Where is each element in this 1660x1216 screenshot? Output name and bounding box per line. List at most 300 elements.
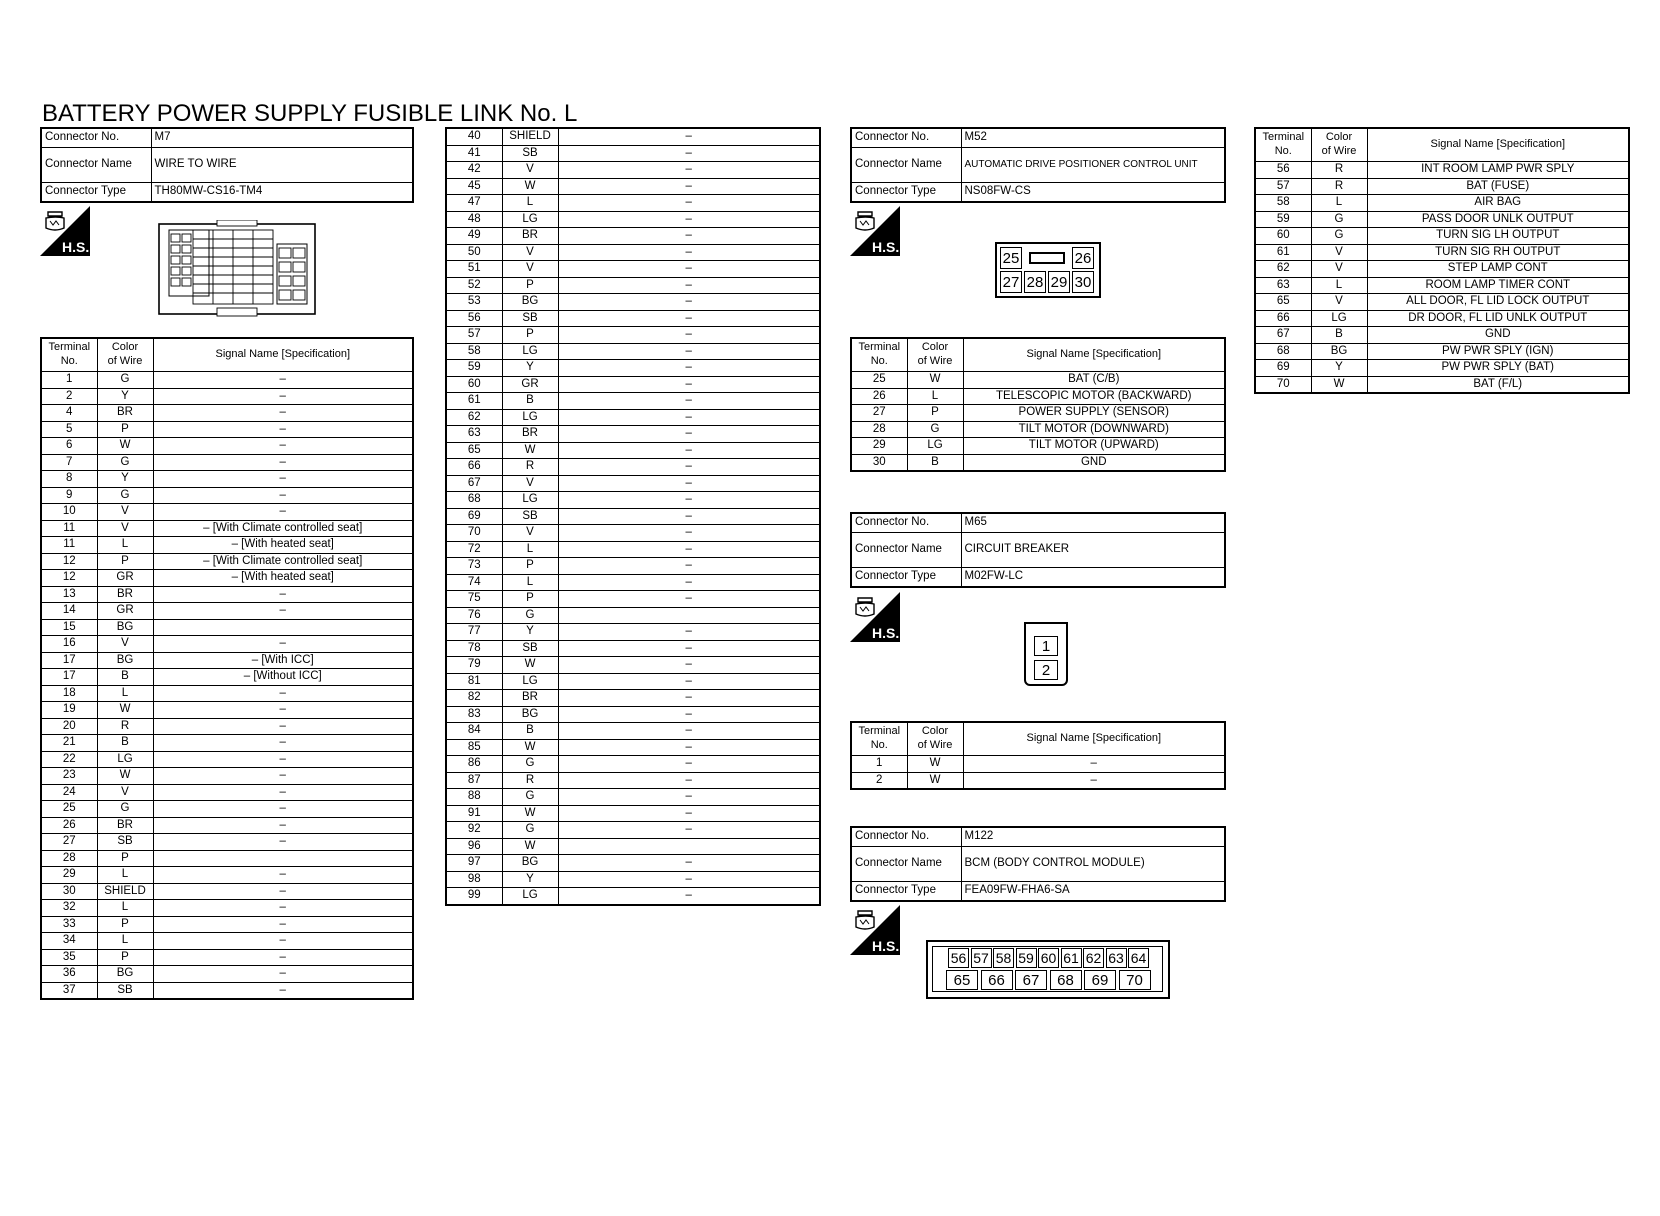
terminal-no-cell: 41 <box>446 145 502 162</box>
wire-color-cell: L <box>1311 277 1367 294</box>
signal-header: Signal Name [Specification] <box>153 338 413 372</box>
signal-name-cell: – <box>558 277 820 294</box>
table-row <box>851 388 1225 405</box>
terminal-no-cell: 59 <box>1255 211 1311 228</box>
signal-name-cell: – <box>963 756 1225 773</box>
wire-color-cell: P <box>502 327 558 344</box>
wire-color-cell: W <box>907 372 963 389</box>
wire-color-cell: P <box>502 277 558 294</box>
wire-color-cell: W <box>502 838 558 855</box>
signal-name-cell: – [Without ICC] <box>153 669 413 686</box>
table-row <box>41 933 413 950</box>
wire-color-cell: B <box>1311 327 1367 344</box>
m52-info-table <box>850 127 1226 203</box>
color-header: Color of Wire <box>907 338 963 372</box>
table-row <box>446 838 820 855</box>
wire-color-cell: V <box>97 504 153 521</box>
wire-color-cell: L <box>502 574 558 591</box>
signal-name-cell: – [With ICC] <box>153 652 413 669</box>
wire-color-cell: GR <box>97 570 153 587</box>
signal-name-cell: – <box>558 228 820 245</box>
table-row <box>446 690 820 707</box>
terminal-no-cell: 1 <box>41 372 97 389</box>
terminal-no-cell: 99 <box>446 888 502 905</box>
wire-color-cell: B <box>502 723 558 740</box>
terminal-no-cell: 69 <box>446 508 502 525</box>
signal-name-cell: – <box>558 327 820 344</box>
wire-color-cell: BG <box>502 855 558 872</box>
pin-63: 63 <box>1106 948 1127 968</box>
wire-color-cell: LG <box>502 673 558 690</box>
terminal-no-cell: 34 <box>41 933 97 950</box>
terminal-no-cell: 67 <box>446 475 502 492</box>
terminal-no-cell: 19 <box>41 702 97 719</box>
table-row <box>41 949 413 966</box>
signal-name-cell: – <box>558 789 820 806</box>
table-row <box>446 475 820 492</box>
terminal-no-cell: 30 <box>41 883 97 900</box>
signal-name-cell: – <box>558 426 820 443</box>
wire-color-cell: R <box>97 718 153 735</box>
wire-color-cell: W <box>97 768 153 785</box>
terminal-no-cell: 57 <box>446 327 502 344</box>
table-row <box>446 525 820 542</box>
m122-terminal-table <box>1254 127 1630 394</box>
wire-color-cell: LG <box>97 751 153 768</box>
terminal-no-cell: 56 <box>1255 162 1311 179</box>
wire-color-cell: GR <box>502 376 558 393</box>
terminal-no-cell: 81 <box>446 673 502 690</box>
terminal-no-cell: 29 <box>851 438 907 455</box>
table-row <box>446 855 820 872</box>
terminal-no-cell: 33 <box>41 916 97 933</box>
table-row <box>41 982 413 999</box>
table-row <box>41 372 413 389</box>
wire-color-cell: B <box>97 735 153 752</box>
terminal-no-cell: 26 <box>41 817 97 834</box>
wire-color-cell: LG <box>502 409 558 426</box>
wire-color-cell: V <box>502 525 558 542</box>
terminal-no-cell: 96 <box>446 838 502 855</box>
table-row <box>446 574 820 591</box>
terminal-no-cell: 29 <box>41 867 97 884</box>
signal-name-cell: – <box>153 735 413 752</box>
terminal-no-cell: 45 <box>446 178 502 195</box>
table-row <box>446 558 820 575</box>
harness-side-icon <box>850 592 900 642</box>
m7-cont-terminal-table <box>445 127 821 906</box>
pin-66: 66 <box>981 970 1013 990</box>
signal-name-cell: TURN SIG RH OUTPUT <box>1367 244 1629 261</box>
wire-color-cell: R <box>502 772 558 789</box>
table-row <box>446 327 820 344</box>
signal-name-cell: – <box>558 706 820 723</box>
wire-color-cell: BR <box>97 817 153 834</box>
table-row <box>41 768 413 785</box>
wire-color-cell: GR <box>97 603 153 620</box>
terminal-no-cell: 67 <box>1255 327 1311 344</box>
wire-color-cell: L <box>1311 195 1367 212</box>
terminal-no-cell: 27 <box>41 834 97 851</box>
signal-name-cell: AIR BAG <box>1367 195 1629 212</box>
connector-no-value: M122 <box>961 827 1225 847</box>
table-row <box>41 652 413 669</box>
terminal-no-cell: 21 <box>41 735 97 752</box>
wire-color-cell: W <box>97 438 153 455</box>
signal-name-cell: TURN SIG LH OUTPUT <box>1367 228 1629 245</box>
connector-name-value: BCM (BODY CONTROL MODULE) <box>961 847 1225 882</box>
signal-name-cell: GND <box>1367 327 1629 344</box>
wire-color-cell: P <box>97 850 153 867</box>
pin-27: 27 <box>1000 271 1022 293</box>
terminal-no-cell: 75 <box>446 591 502 608</box>
signal-name-cell: – [With Climate controlled seat] <box>153 520 413 537</box>
table-row <box>41 504 413 521</box>
connector-type-value: M02FW-LC <box>961 568 1225 588</box>
pin-2: 2 <box>1034 660 1058 680</box>
signal-name-cell: – <box>558 261 820 278</box>
signal-name-cell: – <box>963 772 1225 789</box>
signal-name-cell: – <box>558 822 820 839</box>
terminal-no-cell: 30 <box>851 454 907 471</box>
wire-color-cell: LG <box>502 888 558 905</box>
terminal-no-cell: 77 <box>446 624 502 641</box>
wire-color-cell: LG <box>502 211 558 228</box>
table-row <box>446 343 820 360</box>
terminal-no-cell: 5 <box>41 421 97 438</box>
signal-name-cell: – <box>558 211 820 228</box>
wire-color-cell: V <box>97 520 153 537</box>
wire-color-cell: V <box>502 475 558 492</box>
table-row <box>41 603 413 620</box>
table-row <box>41 916 413 933</box>
terminal-no-cell: 13 <box>41 586 97 603</box>
table-row <box>41 454 413 471</box>
connector-type-label: Connector Type <box>851 568 961 588</box>
wire-color-cell: BG <box>97 619 153 636</box>
signal-name-cell: – <box>153 900 413 917</box>
wire-color-cell: P <box>502 558 558 575</box>
terminal-no-cell: 40 <box>446 128 502 145</box>
pin-30: 30 <box>1072 271 1094 293</box>
signal-name-cell: – <box>558 178 820 195</box>
signal-name-cell: BAT (C/B) <box>963 372 1225 389</box>
terminal-no-cell: 66 <box>1255 310 1311 327</box>
signal-name-cell: – [With heated seat] <box>153 537 413 554</box>
table-row <box>1255 228 1629 245</box>
pin-59: 59 <box>1016 948 1037 968</box>
wire-color-cell: Y <box>97 471 153 488</box>
table-row <box>41 520 413 537</box>
signal-name-cell: – <box>153 702 413 719</box>
table-row <box>41 553 413 570</box>
terminal-no-header: Terminal No. <box>851 338 907 372</box>
svg-text:H.S.: H.S. <box>872 625 900 641</box>
wire-color-cell: L <box>97 537 153 554</box>
signal-name-cell: – <box>558 640 820 657</box>
m7-terminal-table <box>40 337 414 1000</box>
m52-connector-diagram <box>995 242 1101 298</box>
table-row <box>446 624 820 641</box>
m122-connector-diagram <box>926 940 1170 999</box>
terminal-no-cell: 86 <box>446 756 502 773</box>
signal-name-cell: – <box>153 751 413 768</box>
signal-name-cell: – <box>153 916 413 933</box>
terminal-no-cell: 61 <box>446 393 502 410</box>
wire-color-cell: LG <box>1311 310 1367 327</box>
wire-color-cell: W <box>502 442 558 459</box>
wire-color-cell: R <box>1311 178 1367 195</box>
table-row <box>446 706 820 723</box>
terminal-no-cell: 58 <box>446 343 502 360</box>
signal-name-cell: – <box>153 867 413 884</box>
wire-color-cell: Y <box>502 360 558 377</box>
signal-name-cell: INT ROOM LAMP PWR SPLY <box>1367 162 1629 179</box>
pin-57: 57 <box>971 948 992 968</box>
signal-name-cell: – <box>558 310 820 327</box>
wire-color-cell: B <box>502 393 558 410</box>
wire-color-cell: LG <box>502 343 558 360</box>
table-row <box>446 888 820 905</box>
terminal-no-cell: 4 <box>41 405 97 422</box>
terminal-no-cell: 28 <box>41 850 97 867</box>
table-row <box>446 673 820 690</box>
table-row <box>1255 211 1629 228</box>
table-row <box>41 718 413 735</box>
wire-color-cell: L <box>502 541 558 558</box>
signal-name-cell: – [With heated seat] <box>153 570 413 587</box>
terminal-no-cell: 83 <box>446 706 502 723</box>
wire-color-cell: G <box>97 372 153 389</box>
wire-color-cell: P <box>97 949 153 966</box>
table-row <box>446 459 820 476</box>
terminal-no-cell: 72 <box>446 541 502 558</box>
signal-name-cell: TILT MOTOR (UPWARD) <box>963 438 1225 455</box>
wire-color-cell: L <box>97 933 153 950</box>
table-row <box>41 438 413 455</box>
table-row <box>41 471 413 488</box>
table-row <box>851 772 1225 789</box>
terminal-no-cell: 17 <box>41 669 97 686</box>
table-row <box>446 294 820 311</box>
signal-name-cell: ALL DOOR, FL LID LOCK OUTPUT <box>1367 294 1629 311</box>
table-row <box>446 607 820 624</box>
table-row <box>41 867 413 884</box>
signal-name-cell: – <box>153 388 413 405</box>
terminal-no-cell: 62 <box>1255 261 1311 278</box>
m65-terminal-table <box>850 721 1226 790</box>
table-row <box>41 784 413 801</box>
signal-name-cell: – <box>558 657 820 674</box>
table-row <box>446 244 820 261</box>
signal-name-cell: TELESCOPIC MOTOR (BACKWARD) <box>963 388 1225 405</box>
table-row <box>446 442 820 459</box>
terminal-no-cell: 63 <box>1255 277 1311 294</box>
terminal-no-cell: 42 <box>446 162 502 179</box>
signal-name-cell: – <box>558 673 820 690</box>
table-row <box>1255 261 1629 278</box>
signal-name-cell: – <box>558 888 820 905</box>
pin-64: 64 <box>1128 948 1149 968</box>
harness-side-icon <box>40 206 90 256</box>
table-row <box>1255 294 1629 311</box>
pin-25: 25 <box>1000 247 1022 269</box>
signal-name-cell: – <box>558 805 820 822</box>
signal-name-cell <box>558 838 820 855</box>
table-row <box>446 492 820 509</box>
connector-type-label: Connector Type <box>41 183 151 203</box>
terminal-no-cell: 68 <box>1255 343 1311 360</box>
signal-name-cell: – <box>558 492 820 509</box>
table-row <box>41 751 413 768</box>
wire-color-cell: V <box>1311 261 1367 278</box>
connector-no-label: Connector No. <box>41 128 151 148</box>
terminal-no-cell: 25 <box>41 801 97 818</box>
terminal-no-cell: 65 <box>1255 294 1311 311</box>
wire-color-cell: Y <box>502 624 558 641</box>
connector-type-value: TH80MW-CS16-TM4 <box>151 183 413 203</box>
terminal-no-cell: 76 <box>446 607 502 624</box>
connector-type-value: FEA09FW-FHA6-SA <box>961 882 1225 902</box>
signal-name-cell: – <box>558 756 820 773</box>
wire-color-cell: Y <box>502 871 558 888</box>
wire-color-cell: SB <box>502 508 558 525</box>
terminal-no-cell: 74 <box>446 574 502 591</box>
signal-name-cell: – <box>153 718 413 735</box>
terminal-no-cell: 20 <box>41 718 97 735</box>
wire-color-cell: W <box>502 739 558 756</box>
terminal-no-cell: 97 <box>446 855 502 872</box>
table-row <box>446 162 820 179</box>
signal-name-cell: – <box>558 459 820 476</box>
signal-name-cell: – <box>153 784 413 801</box>
terminal-no-cell: 2 <box>41 388 97 405</box>
signal-name-cell: – <box>153 966 413 983</box>
signal-name-cell: – <box>153 834 413 851</box>
table-row <box>446 789 820 806</box>
signal-name-cell: – <box>153 487 413 504</box>
terminal-no-cell: 56 <box>446 310 502 327</box>
terminal-no-cell: 91 <box>446 805 502 822</box>
signal-name-cell: DR DOOR, FL LID UNLK OUTPUT <box>1367 310 1629 327</box>
signal-name-cell: – <box>558 343 820 360</box>
pin-62: 62 <box>1083 948 1104 968</box>
table-row <box>41 817 413 834</box>
table-row <box>446 591 820 608</box>
harness-side-icon <box>850 206 900 256</box>
connector-no-value: M65 <box>961 513 1225 533</box>
wire-color-cell: BR <box>97 405 153 422</box>
connector-name-label: Connector Name <box>851 148 961 183</box>
wire-color-cell: G <box>97 801 153 818</box>
wire-color-cell: BR <box>502 690 558 707</box>
wire-color-cell: V <box>1311 294 1367 311</box>
signal-name-cell: – <box>153 636 413 653</box>
signal-name-cell: – <box>558 442 820 459</box>
table-row <box>446 871 820 888</box>
signal-name-cell: – <box>558 624 820 641</box>
table-row <box>446 409 820 426</box>
terminal-no-cell: 70 <box>1255 376 1311 393</box>
table-row <box>1255 327 1629 344</box>
wire-color-cell: L <box>97 900 153 917</box>
table-row <box>446 360 820 377</box>
signal-name-cell: – <box>153 603 413 620</box>
pin-56: 56 <box>948 948 969 968</box>
wire-color-cell: BR <box>97 586 153 603</box>
terminal-no-cell: 26 <box>851 388 907 405</box>
signal-name-cell <box>558 607 820 624</box>
wire-color-cell: P <box>97 916 153 933</box>
table-row <box>1255 360 1629 377</box>
signal-header: Signal Name [Specification] <box>963 722 1225 756</box>
wire-color-cell: P <box>907 405 963 422</box>
terminal-no-cell: 23 <box>41 768 97 785</box>
table-row <box>1255 277 1629 294</box>
wire-color-cell: BG <box>97 966 153 983</box>
terminal-no-cell: 10 <box>41 504 97 521</box>
signal-name-cell: – <box>558 772 820 789</box>
wire-color-cell: SB <box>97 834 153 851</box>
signal-name-cell: GND <box>963 454 1225 471</box>
table-row <box>41 685 413 702</box>
pin-67: 67 <box>1015 970 1047 990</box>
table-row <box>446 640 820 657</box>
terminal-no-cell: 84 <box>446 723 502 740</box>
signal-name-cell: – <box>558 360 820 377</box>
terminal-no-cell: 73 <box>446 558 502 575</box>
wire-color-cell: G <box>502 789 558 806</box>
signal-name-cell: – <box>153 768 413 785</box>
signal-name-cell: – <box>558 723 820 740</box>
table-row <box>851 756 1225 773</box>
signal-name-cell: – <box>153 438 413 455</box>
wire-color-cell: L <box>97 685 153 702</box>
wire-color-cell: R <box>1311 162 1367 179</box>
table-row <box>446 211 820 228</box>
signal-name-cell: PW PWR SPLY (BAT) <box>1367 360 1629 377</box>
table-row <box>446 657 820 674</box>
connector-type-label: Connector Type <box>851 183 961 203</box>
terminal-no-cell: 28 <box>851 421 907 438</box>
signal-name-cell: – <box>153 372 413 389</box>
wire-color-cell: P <box>502 591 558 608</box>
signal-name-cell: BAT (F/L) <box>1367 376 1629 393</box>
wire-color-cell: G <box>502 607 558 624</box>
signal-name-cell: – [With Climate controlled seat] <box>153 553 413 570</box>
wire-color-cell: SB <box>502 145 558 162</box>
terminal-no-cell: 27 <box>851 405 907 422</box>
page-title: BATTERY POWER SUPPLY FUSIBLE LINK No. L <box>42 100 578 127</box>
terminal-no-cell: 22 <box>41 751 97 768</box>
terminal-no-cell: 16 <box>41 636 97 653</box>
wire-color-cell: R <box>502 459 558 476</box>
terminal-no-cell: 15 <box>41 619 97 636</box>
wire-color-cell: Y <box>97 388 153 405</box>
table-row <box>1255 195 1629 212</box>
terminal-no-cell: 8 <box>41 471 97 488</box>
wire-color-cell: BG <box>502 706 558 723</box>
pin-26: 26 <box>1072 247 1094 269</box>
wire-color-cell: G <box>502 756 558 773</box>
table-row <box>446 310 820 327</box>
table-row <box>41 537 413 554</box>
terminal-no-cell: 11 <box>41 520 97 537</box>
table-row <box>851 454 1225 471</box>
wire-color-cell: B <box>907 454 963 471</box>
signal-name-cell: – <box>558 871 820 888</box>
terminal-no-cell: 14 <box>41 603 97 620</box>
